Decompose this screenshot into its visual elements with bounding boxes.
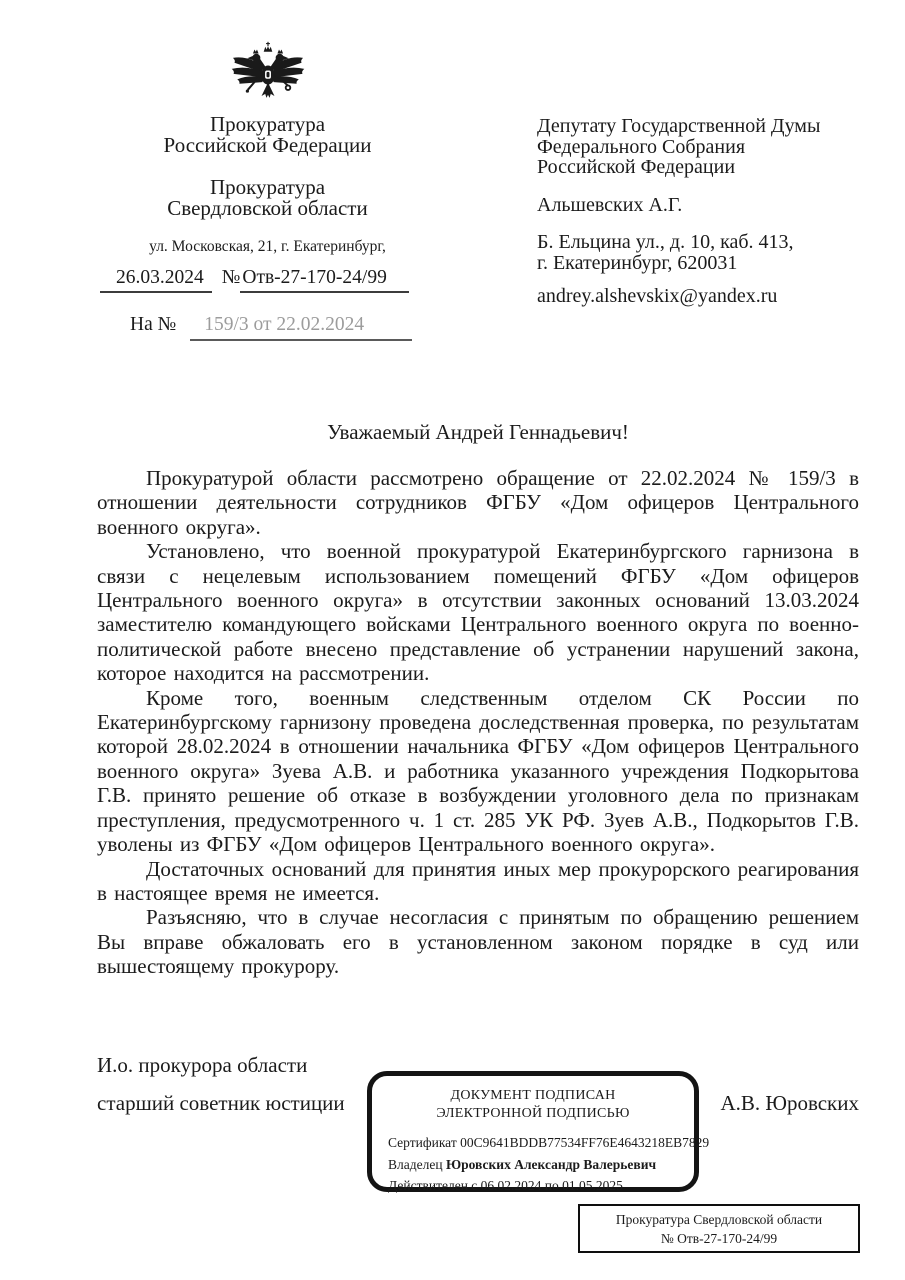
registration-org: Прокуратура Свердловской области (615, 1212, 823, 1227)
addressee-block (537, 116, 877, 307)
registration-number-line (580, 1230, 858, 1248)
stamp-title-line2: ЭЛЕКТРОННОЙ ПОДПИСЬЮ (436, 1105, 630, 1121)
body-paragraph: Разъясняю, что в случае несогласия с принятым по обращению решением Вы вправе обжаловать его в установленном законом порядке в суд или вышестоящему прокурору. (97, 905, 859, 979)
stamp-certificate-value: 00C9641BDDB77534FF76E4643218EB7829 (460, 1135, 710, 1150)
stamp-validity-line: Действителен с 06.02.2024 по 01.05.2025 (388, 1178, 623, 1193)
addressee-name: Альшевских А.Г. (537, 193, 683, 216)
number-sign: № (221, 267, 241, 288)
stamp-owner-line (388, 1154, 694, 1176)
e-signature-stamp (367, 1071, 710, 1193)
body-paragraph: Кроме того, военным следственным отделом СК России по Екатеринбургскому гарнизону проведена доследственная проверка, по результатам которой 28.02.2024 в отношении начальника ФГБУ «Дом офицеров Центрального военного округа» Зуева А.В. и работника указанного учреждения Подкорытова Г.В. принято решение об отказе в возбуждении уголовного дела по признакам преступления, предусмотренного ч. 1 ст. 285 УК РФ. Зуев А.В., Подкорытов Г.В. уволены из ФГБУ «Дом офицеров Центрального военного округа». (97, 685, 859, 857)
outgoing-date-row (100, 266, 440, 293)
letterhead-address: ул. Московская, 21, г. Екатеринбург, (149, 238, 386, 255)
salutation: Уважаемый Андрей Геннадьевич! (327, 420, 629, 444)
coat-of-arms-icon (228, 36, 308, 108)
org-federal-line2: Российской Федерации (163, 133, 372, 157)
signature-position-line2: старший советник юстиции (97, 1091, 345, 1115)
signature-position-line1: И.о. прокурора области (97, 1053, 308, 1077)
addressee-address-line1: Б. Ельцина ул., д. 10, каб. 413, (537, 231, 794, 253)
reference-label: На № (130, 314, 177, 335)
org-regional-line2: Свердловской области (167, 196, 368, 220)
registration-number-value: Отв-27-170-24/99 (677, 1231, 778, 1246)
org-regional-line1: Прокуратура (209, 175, 326, 199)
signatory-name: А.В. Юровских (720, 1091, 859, 1115)
addressee-line3: Российской Федерации (537, 156, 736, 178)
stamp-owner-value: Юровских Александр Валерьевич (445, 1156, 657, 1172)
reference-row (130, 313, 412, 341)
stamp-owner-label: Владелец (388, 1156, 443, 1172)
registration-number-sign: № (660, 1231, 674, 1246)
stamp-certificate-label: Сертификат (388, 1135, 457, 1150)
body-paragraph: Прокуратурой области рассмотрено обращение от 22.02.2024 № 159/3 в отношении деятельности сотрудников ФГБУ «Дом офицеров Центрального военного округа». (97, 466, 859, 539)
reference-value: 159/3 от 22.02.2024 (190, 313, 412, 341)
letter-body (97, 466, 859, 979)
org-federal-line1: Прокуратура (209, 112, 326, 136)
addressee-line2: Федерального Собрания (537, 135, 746, 158)
outgoing-date: 26.03.2024 (100, 266, 212, 293)
outgoing-number: Отв-27-170-24/99 (240, 266, 408, 293)
letterhead (95, 36, 440, 255)
addressee-address-line2: г. Екатеринбург, 620031 (537, 251, 738, 274)
stamp-title-line1: ДОКУМЕНТ ПОДПИСАН (450, 1088, 616, 1103)
body-paragraph: Установлено, что военной прокуратурой Екатеринбургского гарнизона в связи с нецелевым использованием помещений ФГБУ «Дом офицеров Центрального военного округа» в отсутствии законных оснований 13.03.2024 заместителю командующего войсками Центрального военного округа по военно-политической работе внесено представление об устранении нарушений закона, которое находится на рассмотрении. (97, 539, 859, 686)
body-paragraph: Достаточных оснований для принятия иных мер прокурорского реагирования в настоящее время не имеется. (97, 856, 859, 905)
addressee-line1: Депутату Государственной Думы (537, 115, 821, 137)
addressee-email: andrey.alshevskix@yandex.ru (537, 285, 778, 307)
stamp-certificate-line (388, 1132, 710, 1154)
registration-stamp (578, 1204, 860, 1253)
